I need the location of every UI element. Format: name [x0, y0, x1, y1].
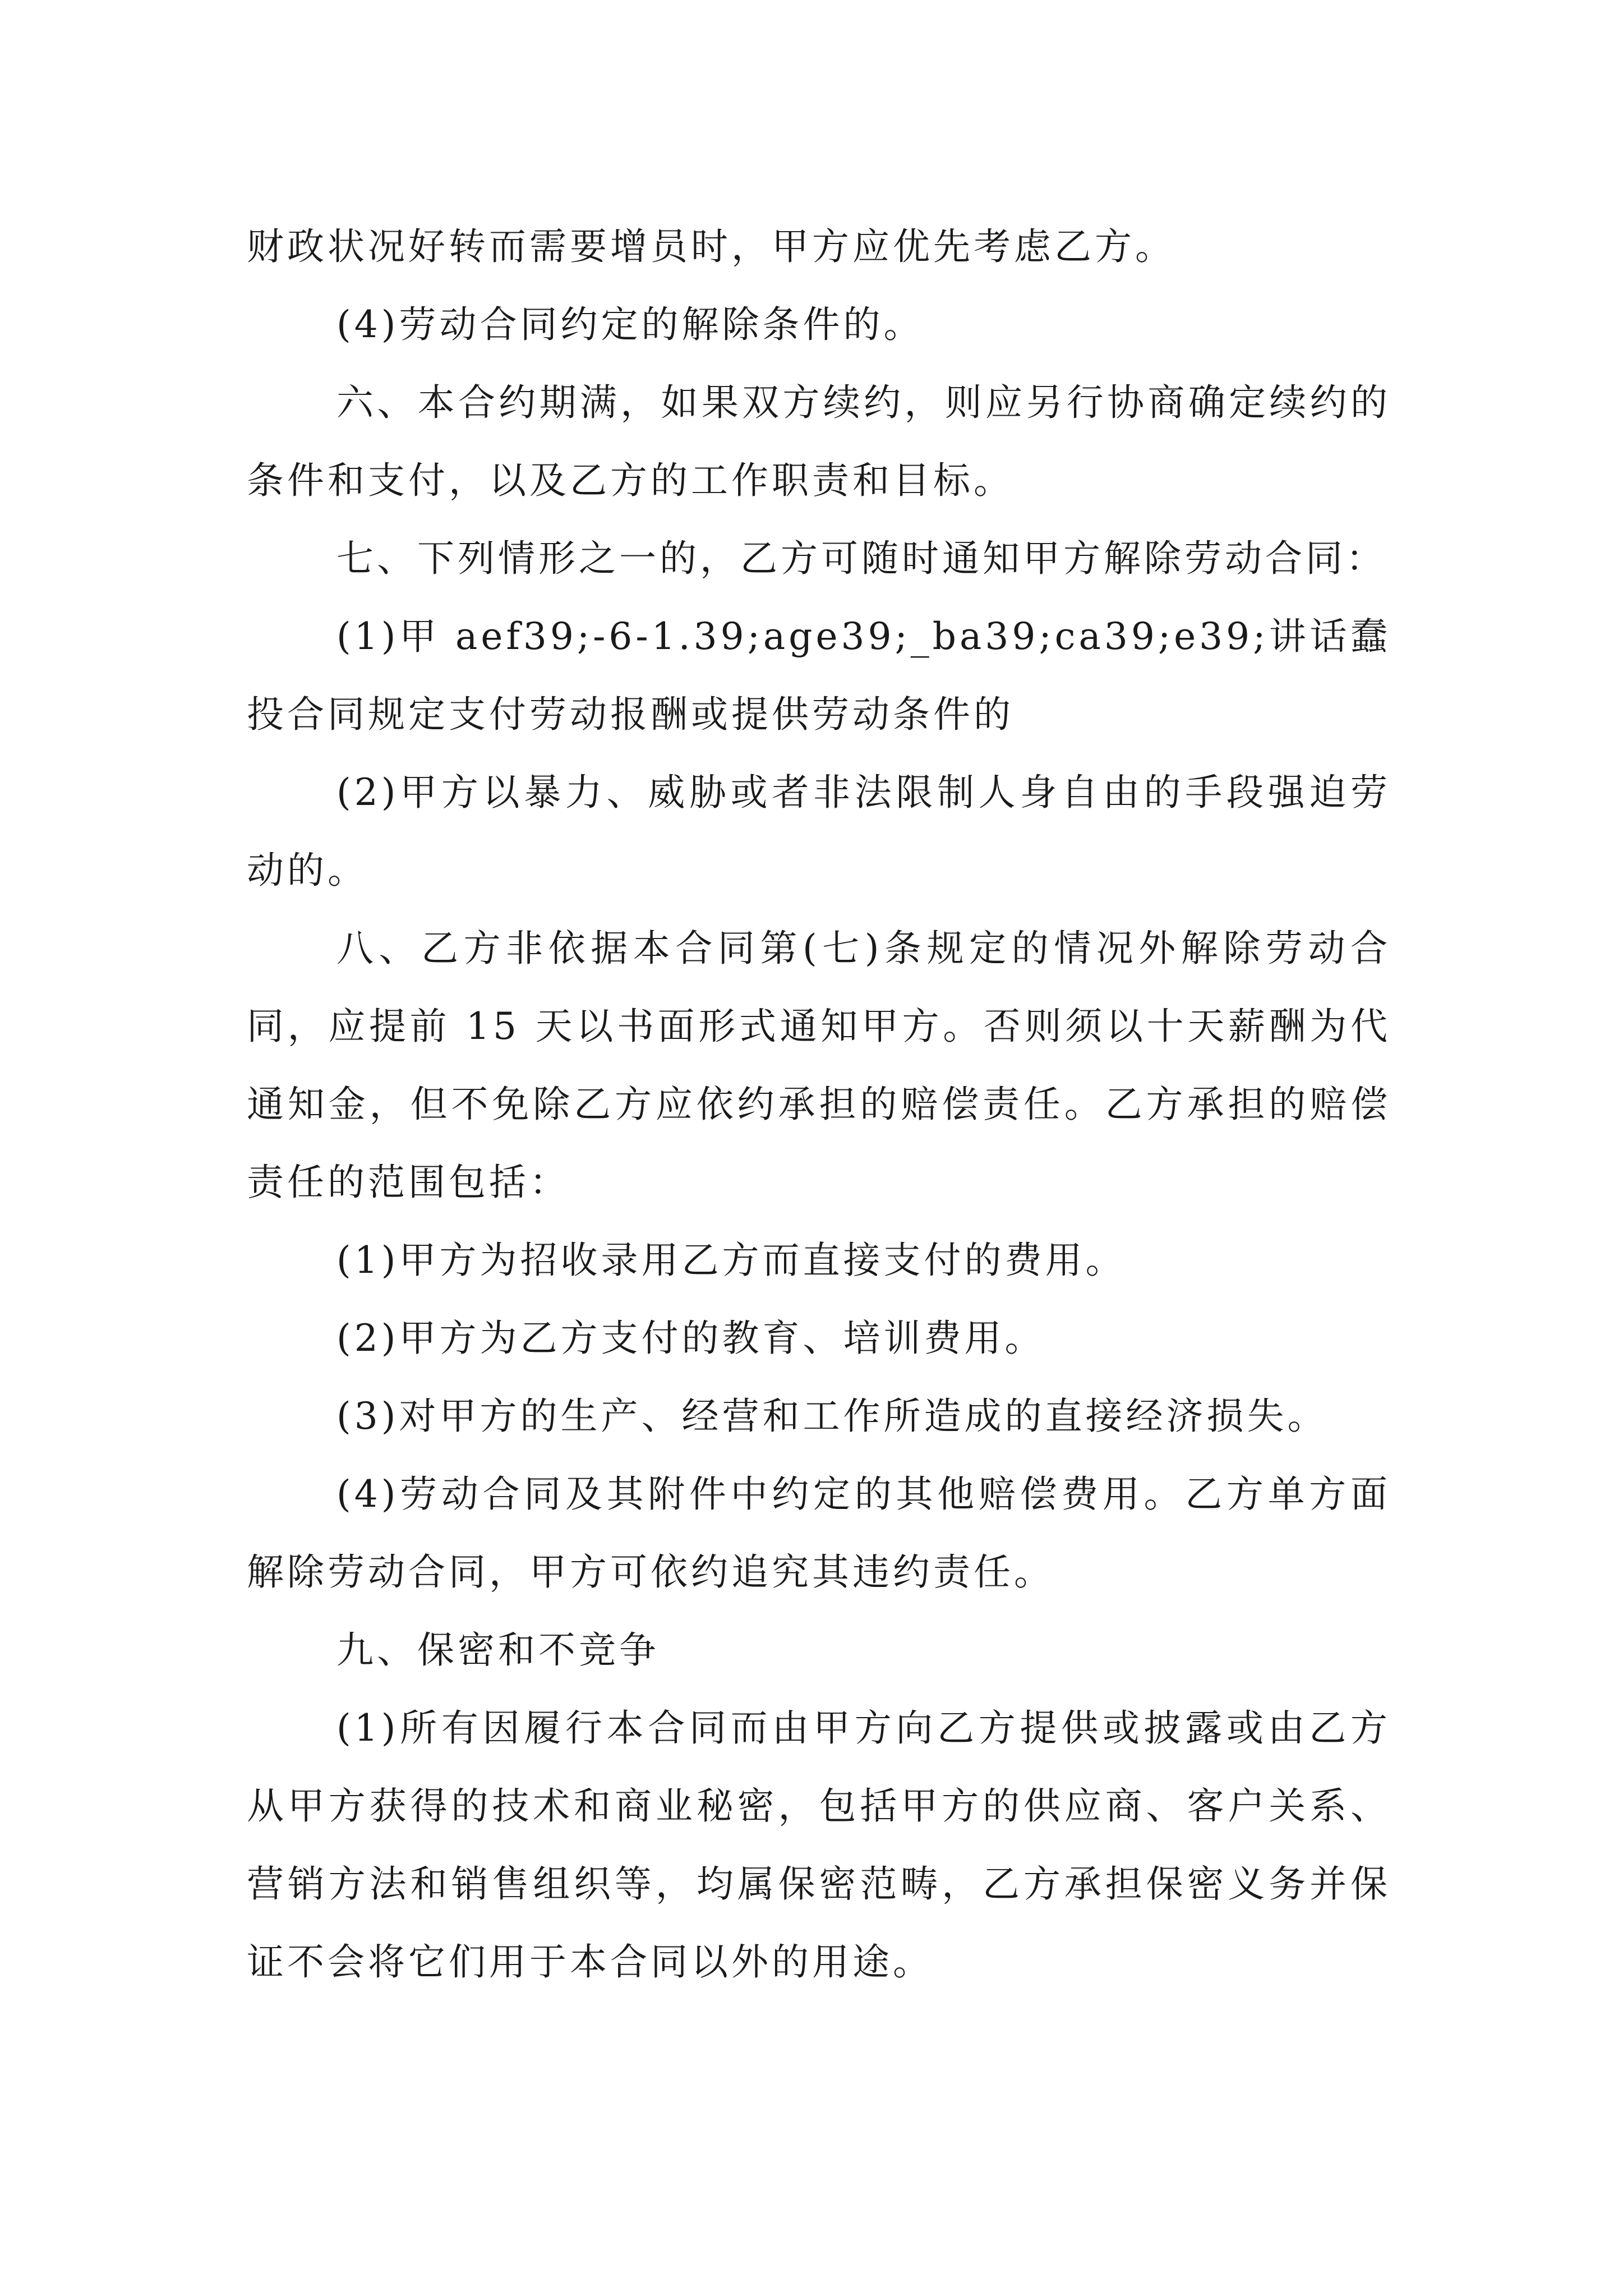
paragraph-3: 六、本合约期满，如果双方续约，则应另行协商确定续约的条件和支付，以及乙方的工作职责和目标。 — [247, 381, 1391, 502]
paragraph-2: (4)劳动合同约定的解除条件的。 — [336, 303, 924, 346]
document-body — [247, 208, 1391, 2001]
paragraph-12: 九、保密和不竞争 — [336, 1628, 660, 1672]
paragraph-1: 财政状况好转而需要增员时，甲方应优先考虑乙方。 — [247, 225, 1175, 268]
paragraph-10: (3)对甲方的生产、经营和工作所造成的直接经济损失。 — [336, 1395, 1328, 1438]
paragraph-11: (4)劳动合同及其附件中约定的其他赔偿费用。乙方单方面解除劳动合同，甲方可依约追究其违约责任。 — [247, 1473, 1391, 1594]
paragraph-4: 七、下列情形之一的，乙方可随时通知甲方解除劳动合同： — [336, 537, 1386, 580]
paragraph-5: (1)甲 aef39;-6-1.39;age39;_ba39;ca39;e39;讲话蠢投合同规定支付劳动报酬或提供劳动条件的 — [247, 615, 1391, 736]
paragraph-7: 八、乙方非依据本合同第(七)条规定的情况外解除劳动合同，应提前 15 天以书面形式通知甲方。否则须以十天薪酬为代通知金，但不免除乙方应依约承担的赔偿责任。乙方承担的赔偿责任的范围包括： — [247, 927, 1391, 1204]
paragraph-13: (1)所有因履行本合同而由甲方向乙方提供或披露或由乙方从甲方获得的技术和商业秘密，包括甲方的供应商、客户关系、营销方法和销售组织等，均属保密范畴，乙方承担保密义务并保证不会将它们用于本合同以外的用途。 — [247, 1706, 1391, 1984]
paragraph-9: (2)甲方为乙方支付的教育、培训费用。 — [336, 1317, 1045, 1360]
paragraph-8: (1)甲方为招收录用乙方而直接支付的费用。 — [336, 1239, 1126, 1282]
paragraph-6: (2)甲方以暴力、威胁或者非法限制人身自由的手段强迫劳动的。 — [247, 771, 1391, 892]
